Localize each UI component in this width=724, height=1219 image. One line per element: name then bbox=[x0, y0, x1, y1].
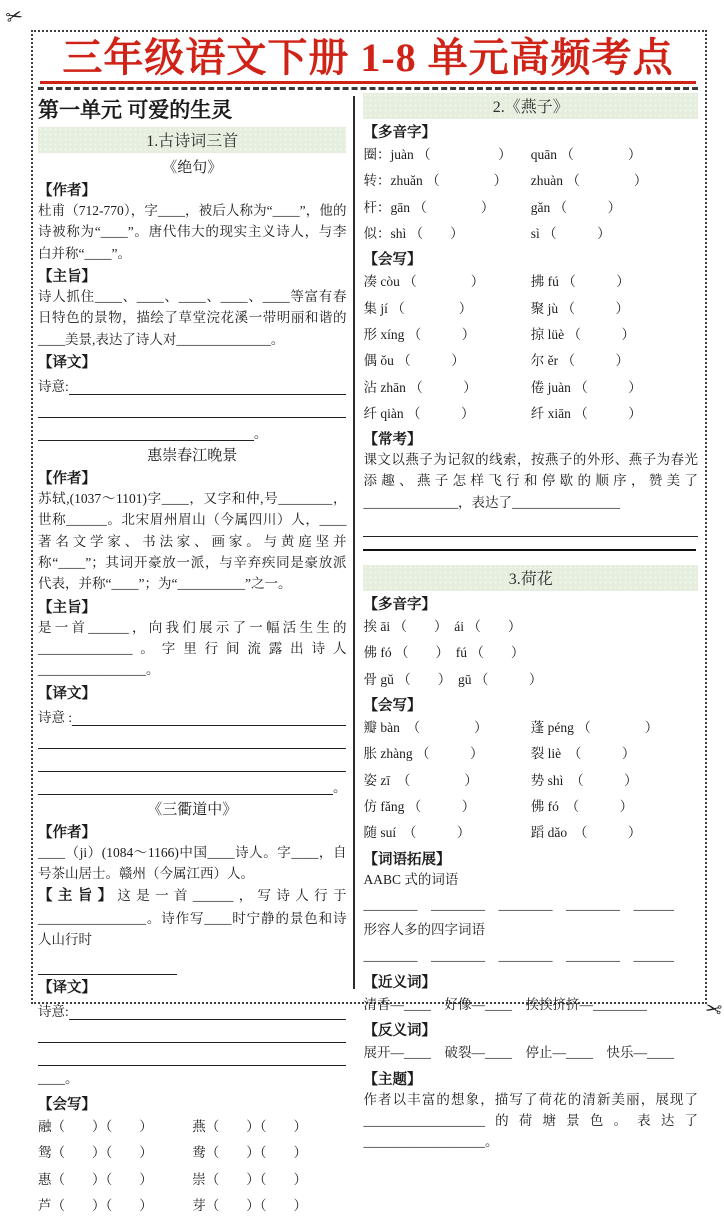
translation-line bbox=[38, 997, 346, 1020]
two-column-layout bbox=[38, 92, 698, 1214]
huixie-cell: 蓬 péng （ ） bbox=[530, 720, 659, 736]
translation-line bbox=[38, 749, 346, 772]
poem-title-huichong: 惠崇春江晚景 bbox=[147, 447, 238, 464]
duoyin-row: 挨 āi （ ） ái （ ） bbox=[363, 619, 522, 635]
aabc-blanks: ________ ________ ________ ________ ______ bbox=[363, 896, 674, 912]
huixie-cell: 裂 liè （ ） bbox=[530, 746, 636, 762]
dashed-divider bbox=[38, 87, 698, 90]
jinyici-label: 【近义词】 bbox=[363, 974, 436, 991]
theme-label: 【主旨】 bbox=[38, 268, 96, 285]
translation-label: 【译文】 bbox=[38, 354, 96, 371]
huixie-cell: 倦 juàn （ ） bbox=[530, 379, 642, 395]
blank-line bbox=[38, 769, 346, 772]
duoyin-row: 佛 fó （ ） fú （ ） bbox=[363, 645, 525, 661]
translation-line bbox=[38, 703, 346, 726]
zhuti-label: 【主题】 bbox=[363, 1071, 422, 1088]
huixie-cell: 集 jí （ ） bbox=[363, 300, 473, 316]
shiyi-prefix: 诗意: bbox=[38, 378, 69, 394]
translation-line bbox=[38, 372, 346, 395]
blank-line bbox=[72, 723, 346, 726]
huixie-cell: 芽（ ）（ ） bbox=[192, 1198, 307, 1214]
theme-text-huichong: 是一首______，向我们展示了一幅活生生的______________。字里行间流露出诗人________________。 bbox=[38, 619, 347, 678]
blank-line bbox=[38, 415, 346, 418]
huixie-row bbox=[363, 820, 698, 846]
section-header-gushici: 1.古诗词三首 bbox=[38, 127, 346, 153]
translation-line bbox=[38, 395, 346, 418]
author-label: 【作者】 bbox=[38, 824, 96, 841]
period: 。 bbox=[253, 426, 268, 442]
shiyi-prefix: 诗意: bbox=[38, 1003, 69, 1019]
huixie-row bbox=[363, 768, 698, 794]
translation-line bbox=[38, 418, 346, 441]
huixie-row bbox=[38, 1193, 346, 1219]
scissors-icon: ✂ bbox=[703, 997, 724, 1023]
changkao-text: 课文以燕子为记叙的线索，按燕子的外形、燕子为春光添趣、燕子怎样飞行和停歇的顺序，赞美了______________，表达了________________ bbox=[363, 452, 698, 510]
duoyin-cell: 杆：gān （ ） bbox=[363, 199, 495, 215]
duoyin-row bbox=[363, 195, 698, 221]
duoyin-cell: 似：shì （ ） bbox=[363, 225, 464, 241]
renduo-blanks: ________ ________ ________ ________ ______ bbox=[363, 947, 674, 963]
huixie-row bbox=[363, 715, 698, 741]
duoyinzi-label: 【多音字】 bbox=[363, 125, 436, 141]
author-label: 【作者】 bbox=[38, 470, 96, 487]
duoyin-row bbox=[363, 168, 698, 194]
duoyinzi-label: 【多音字】 bbox=[363, 597, 436, 614]
huixie-cell: 凑 còu （ ） bbox=[363, 274, 485, 290]
duoyin-row bbox=[363, 142, 698, 168]
jinyici-row: 清香—____ 好像—____ 挨挨挤挤—________ bbox=[363, 996, 647, 1012]
blank-full-line bbox=[363, 514, 698, 537]
huixie-row bbox=[363, 269, 698, 295]
huixie-cell: 姿 zī （ ） bbox=[363, 772, 478, 788]
author-text-jueju: 杜甫（712-770），字____，被后人称为“____”，他的诗被称为“____”。唐代伟大的现实主义诗人，与李白并称“____”。 bbox=[38, 203, 347, 261]
duoyin-cell: zhuàn （ ） bbox=[530, 173, 648, 189]
section-divider bbox=[363, 549, 696, 551]
huixie-cell: 沾 zhān （ ） bbox=[363, 379, 477, 395]
theme-label: 【主旨】 bbox=[38, 888, 118, 905]
huixie-label: 【会写】 bbox=[363, 698, 422, 715]
author-text-sanqu: ____（ji）(1084～1166)中国____诗人。字____，自号茶山居士。赣州（今属江西）人。 bbox=[38, 844, 347, 881]
translation-line bbox=[38, 772, 346, 795]
scissors-icon: ✂ bbox=[3, 4, 26, 30]
unit-title: 第一单元 可爱的生灵 bbox=[38, 98, 233, 122]
translation-end: ____。 bbox=[38, 1070, 79, 1086]
huixie-cell: 燕（ ）（ ） bbox=[192, 1119, 307, 1135]
theme-text-sanqu bbox=[38, 885, 346, 951]
blank-line bbox=[38, 1040, 346, 1043]
huixie-cell: 融（ ）（ ） bbox=[38, 1119, 153, 1135]
duoyin-cell: sì （ ） bbox=[530, 225, 611, 241]
huixie-cell: 掠 lüè （ ） bbox=[530, 326, 635, 342]
zhuti-text: 作者以丰富的想象，描写了荷花的清新美丽，展现了__________________的荷塘景色。表达了__________________。 bbox=[363, 1091, 698, 1150]
aabc-title: AABC 式的词语 bbox=[363, 871, 459, 887]
huixie-cell: 仿 fǎng （ ） bbox=[363, 798, 476, 814]
fanyici-row: 展开—____ 破裂—____ 停止—____ 快乐—____ bbox=[363, 1045, 674, 1061]
huixie-row bbox=[363, 296, 698, 322]
blank-line bbox=[38, 746, 346, 749]
right-column bbox=[355, 92, 698, 1150]
section-header-hehua: 3.荷花 bbox=[363, 565, 698, 591]
huixie-cell: 佛 fó （ ） bbox=[530, 798, 634, 814]
huixie-cell: 形 xíng （ ） bbox=[363, 326, 476, 342]
huixie-row bbox=[38, 1167, 346, 1193]
blank-short-line bbox=[38, 952, 346, 975]
duoyin-cell: gǎn （ ） bbox=[530, 199, 622, 215]
huixie-cell: 势 shì （ ） bbox=[530, 772, 638, 788]
huixie-cell: 随 suí （ ） bbox=[363, 825, 471, 841]
duoyin-cell: quān （ ） bbox=[530, 147, 642, 162]
author-label: 【作者】 bbox=[38, 183, 96, 199]
huixie-cell: 拂 fú （ ） bbox=[530, 274, 630, 290]
translation-line bbox=[38, 1043, 346, 1066]
huixie-label: 【会写】 bbox=[363, 252, 422, 269]
huixie-row bbox=[363, 401, 698, 427]
duoyin-cell: 圈：juàn （ ） bbox=[363, 147, 512, 162]
translation-label: 【译文】 bbox=[38, 979, 96, 996]
translation-label: 【译文】 bbox=[38, 685, 96, 702]
huixie-cell: 瓣 bàn （ ） bbox=[363, 720, 488, 736]
section-header-yanzi: 2.《燕子》 bbox=[363, 93, 698, 119]
theme-text-jueju: 诗人抓住____、____、____、____、____等富有春日特色的景物，描绘了草堂浣花溪一带明丽和谐的____美景,表达了诗人对______________。 bbox=[38, 288, 347, 347]
huixie-row bbox=[363, 741, 698, 767]
blank-line bbox=[69, 1017, 347, 1020]
duoyin-cell: 转：zhuǎn （ ） bbox=[363, 173, 508, 189]
fanyici-label: 【反义词】 bbox=[363, 1023, 436, 1040]
huixie-cell: 偶 ǒu （ ） bbox=[363, 353, 465, 369]
changkao-label: 【常考】 bbox=[363, 432, 422, 449]
duoyin-row: 骨 gǔ （ ） gū （ ） bbox=[363, 671, 543, 687]
huixie-cell: 鸯（ ）（ ） bbox=[192, 1145, 307, 1161]
huixie-row bbox=[363, 794, 698, 820]
huixie-cell: 聚 jù （ ） bbox=[530, 300, 629, 316]
huixie-row bbox=[38, 1140, 346, 1166]
theme-label: 【主旨】 bbox=[38, 599, 96, 616]
duoyin-row bbox=[363, 221, 698, 247]
huixie-cell: 纤 xiān （ ） bbox=[530, 405, 642, 421]
poem-title-sanqu: 《三衢道中》 bbox=[147, 801, 238, 818]
blank-line bbox=[38, 1063, 346, 1066]
huixie-cell: 崇（ ）（ ） bbox=[192, 1171, 307, 1187]
huixie-row bbox=[363, 375, 698, 401]
huixie-row bbox=[363, 322, 698, 348]
huixie-cell: 惠（ ）（ ） bbox=[38, 1171, 153, 1187]
huixie-cell: 芦（ ）（ ） bbox=[38, 1198, 153, 1214]
theme-body: 这是一首______，写诗人行于________________。诗作写____时宁静的景色和诗人山行时 bbox=[38, 888, 347, 948]
huixie-cell: 鸳（ ）（ ） bbox=[38, 1145, 153, 1161]
blank-line bbox=[38, 792, 333, 795]
huixie-cell: 蹈 dǎo （ ） bbox=[530, 825, 642, 841]
shiyi-prefix: 诗意 : bbox=[38, 709, 73, 725]
blank-line bbox=[69, 392, 347, 395]
translation-line bbox=[38, 1020, 346, 1043]
left-column bbox=[38, 92, 353, 1214]
huixie-cell: 纤 qiàn （ ） bbox=[363, 405, 475, 421]
huixie-row bbox=[38, 1114, 346, 1140]
dotted-cut-border bbox=[31, 30, 707, 1214]
huixie-cell: 尔 ěr （ ） bbox=[530, 353, 629, 369]
blank-line bbox=[38, 972, 177, 975]
huixie-cell: 胀 zhàng （ ） bbox=[363, 746, 484, 762]
renduo-title: 形容人多的四字词语 bbox=[363, 922, 485, 938]
period: 。 bbox=[332, 780, 347, 796]
translation-line bbox=[38, 726, 346, 749]
blank-line bbox=[38, 438, 254, 441]
huixie-row bbox=[363, 348, 698, 374]
tuozhan-label: 【词语拓展】 bbox=[363, 851, 451, 868]
huixie-label: 【会写】 bbox=[38, 1097, 96, 1114]
author-text-huichong: 苏轼,(1037～1101)字____，又字和仲,号________，世称______。北宋眉州眉山（今属四川）人，____著名文学家、书法家、画家。与黄庭坚并称“____”；其词开豪放一派，与辛弃疾同是豪放派代表，并称“____”；为“__________”之一。 bbox=[38, 490, 347, 592]
page-title: 三年级语文下册 1-8 单元高频考点 bbox=[40, 36, 696, 84]
blank-line bbox=[363, 534, 698, 537]
poem-title-jueju: 《绝句》 bbox=[162, 160, 223, 176]
